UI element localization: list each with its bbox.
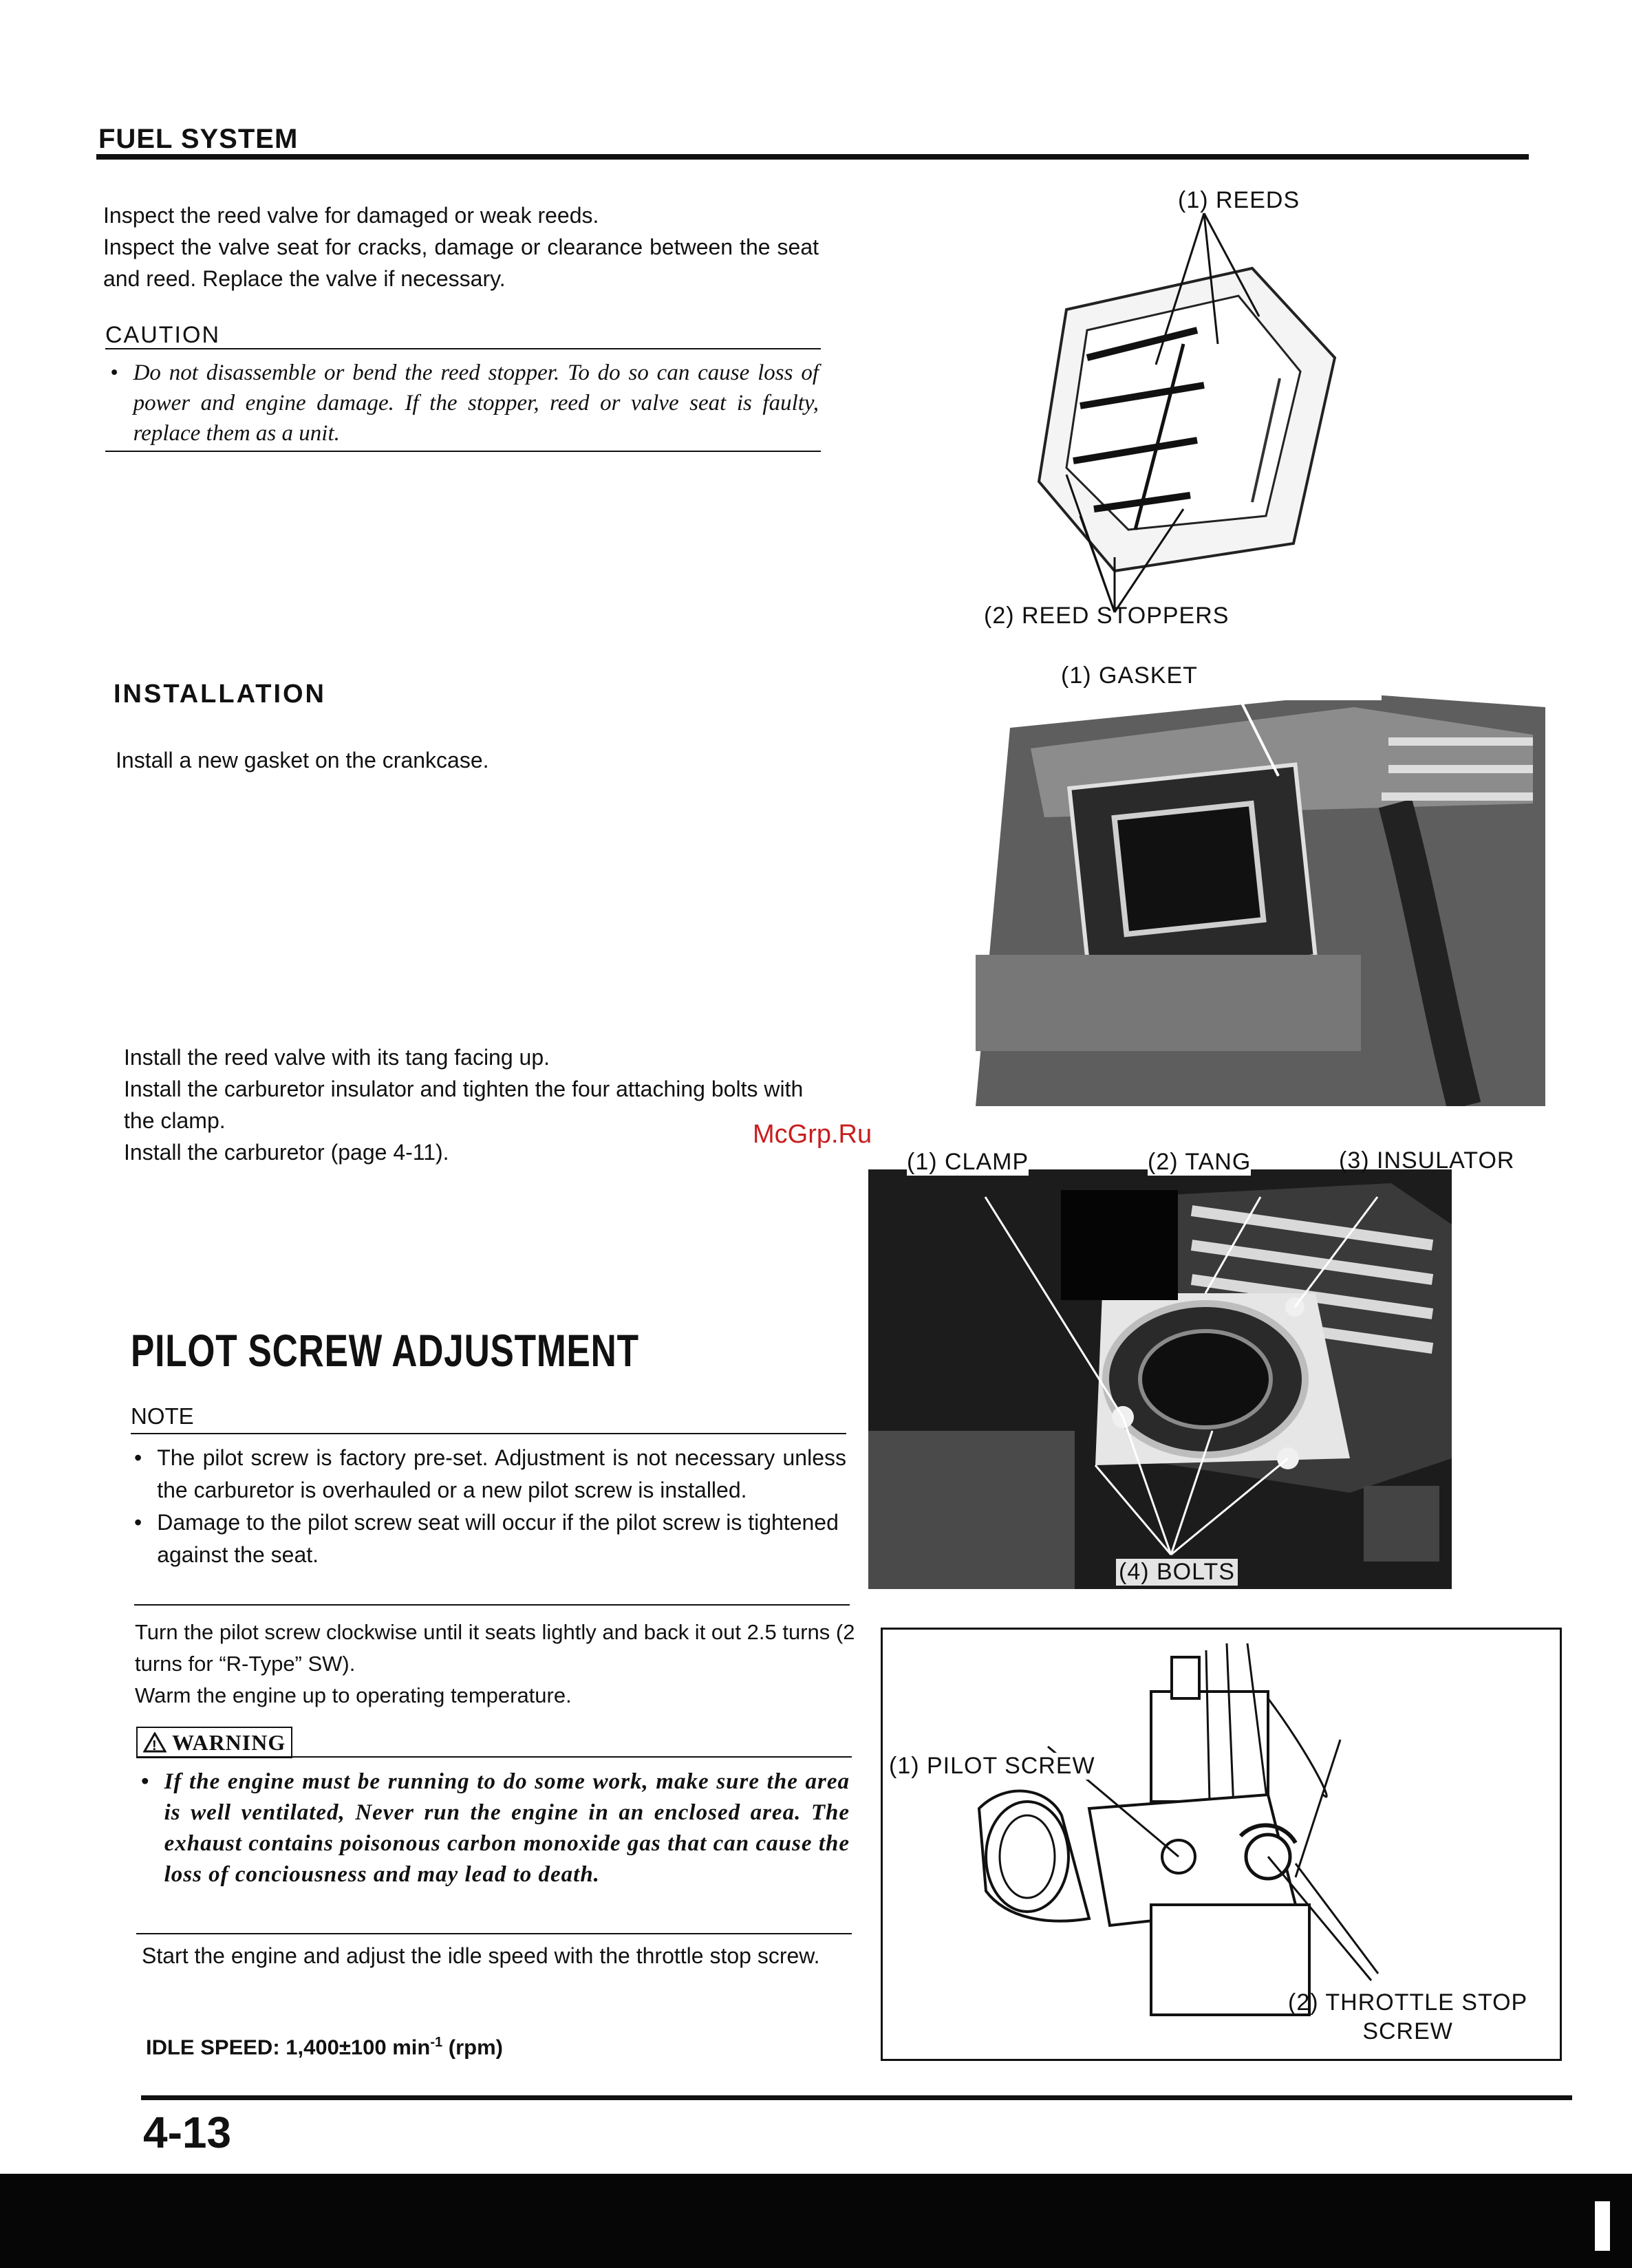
gasket-step: Install a new gasket on the crankcase. — [116, 748, 489, 773]
label-bolts: (4) BOLTS — [1116, 1559, 1238, 1586]
watermark: McGrp.Ru — [753, 1120, 872, 1149]
footer-rule — [141, 2095, 1572, 2100]
label-reeds: (1) REEDS — [1178, 187, 1300, 213]
bullet-dot: • — [134, 1445, 142, 1470]
warning-label: WARNING — [172, 1729, 286, 1755]
warning-rule-top — [136, 1756, 852, 1758]
insulator-photo-drawing — [868, 1169, 1452, 1589]
label-reed-stoppers: (2) REED STOPPERS — [984, 603, 1230, 629]
label-throttle-line-1: (2) THROTTLE STOP — [1288, 1989, 1528, 2016]
label-gasket: (1) GASKET — [1061, 662, 1198, 689]
note-text-1: The pilot screw is factory pre-set. Adjustment is not necessary unless the carburetor is overhauled or a new pilot screw is installed. — [157, 1445, 846, 1502]
caution-label: CAUTION — [105, 322, 220, 348]
step-reed-valve: Install the reed valve with its tang facing up. — [124, 1045, 550, 1070]
label-throttle-stop-screw — [1288, 1988, 1527, 2046]
idle-speed-label: IDLE SPEED: — [146, 2035, 280, 2060]
idle-speed-spec — [146, 2035, 503, 2060]
step-insulator: Install the carburetor insulator and tighten the four attaching bolts with the clamp. — [124, 1077, 804, 1133]
warning-triangle-icon — [143, 1732, 167, 1753]
warning-text: If the engine must be running to do some work, make sure the area is well ventilated, Never run the engine in an enclosed area. The exhaust contains poisonous carbon monoxide gas that can cause the loss of conciousness and may lead to death. — [164, 1769, 850, 1887]
label-throttle-line-2: SCREW — [1362, 2018, 1453, 2044]
label-tang: (2) TANG — [1148, 1149, 1252, 1175]
reed-valve-figure — [977, 186, 1390, 626]
gasket-photo — [872, 666, 1545, 1106]
insulator-photo — [868, 1169, 1452, 1589]
label-pilot-screw: (1) PILOT SCREW — [889, 1753, 1095, 1779]
bullet-dot: • — [110, 360, 118, 385]
note-rule-top — [131, 1433, 846, 1434]
note-rule-bottom — [134, 1604, 850, 1606]
step-turn-pilot-screw: Turn the pilot screw clockwise until it seats lightly and back it out 2.5 turns (2 turns for “R-Type” SW). — [135, 1620, 855, 1676]
bullet-dot: • — [134, 1510, 142, 1535]
intro-text — [103, 199, 819, 294]
bullet-dot: • — [141, 1769, 149, 1794]
label-clamp: (1) CLAMP — [907, 1149, 1029, 1175]
header-rule — [96, 154, 1529, 160]
scan-edge-mark — [1595, 2201, 1610, 2251]
installation-steps — [124, 1041, 839, 1168]
pilot-steps — [135, 1617, 857, 1711]
warning-rule-bottom — [136, 1933, 852, 1934]
pilot-title: PILOT SCREW ADJUSTMENT — [131, 1325, 639, 1376]
step-carburetor: Install the carburetor (page 4-11). — [124, 1140, 449, 1165]
caution-item — [110, 358, 819, 449]
note-item — [134, 1506, 846, 1571]
bottom-black-bar — [0, 2174, 1632, 2268]
reed-valve-drawing — [977, 186, 1390, 626]
note-item — [134, 1442, 846, 1506]
caution-text: Do not disassemble or bend the reed stopper. To do so can cause loss of power and engine damage. If the stopper, reed or valve seat is faulty, replace them as a unit. — [133, 360, 819, 446]
note-text-2: Damage to the pilot screw seat will occur if the pilot screw is tightened against the seat. — [157, 1510, 839, 1567]
idle-speed-exponent: -1 — [430, 2035, 443, 2050]
warning-label-box — [136, 1727, 292, 1758]
idle-speed-value: 1,400±100 min — [286, 2035, 431, 2060]
note-list — [134, 1442, 846, 1571]
note-label: NOTE — [131, 1403, 194, 1429]
idle-speed-unit: (rpm) — [448, 2035, 503, 2060]
warning-item — [141, 1767, 850, 1890]
intro-line-1: Inspect the reed valve for damaged or weak reeds. — [103, 203, 599, 228]
page-number: 4-13 — [143, 2108, 232, 2157]
caution-rule-top — [105, 348, 821, 349]
intro-line-2: Inspect the valve seat for cracks, damage or clearance between the seat and reed. Replace the valve if necessary. — [103, 235, 819, 291]
section-header: FUEL SYSTEM — [98, 124, 299, 154]
step-warm-engine: Warm the engine up to operating temperature. — [135, 1683, 572, 1707]
step-idle-adjust: Start the engine and adjust the idle speed with the throttle stop screw. — [142, 1943, 820, 1968]
svg-text:!: ! — [152, 1738, 157, 1753]
caution-rule-bottom — [105, 451, 821, 452]
gasket-photo-drawing — [872, 666, 1545, 1106]
installation-title: INSTALLATION — [114, 680, 326, 709]
label-insulator: (3) INSULATOR — [1339, 1147, 1515, 1174]
